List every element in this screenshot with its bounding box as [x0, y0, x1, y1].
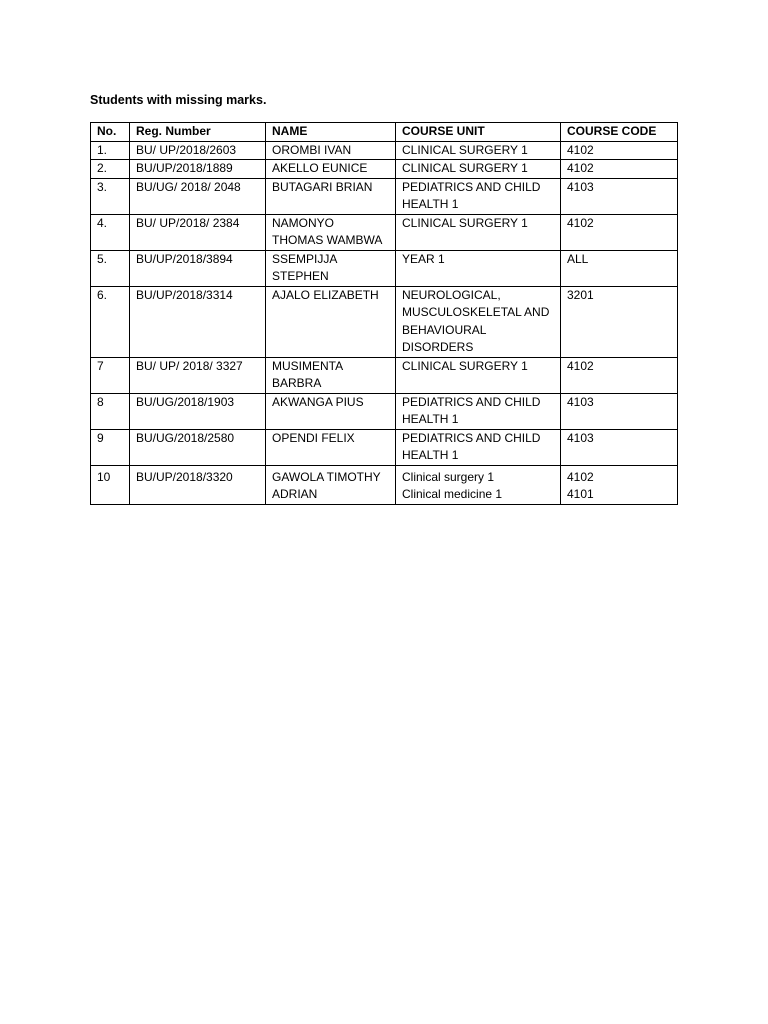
table-row [91, 214, 678, 250]
cell-course-code: ALL [561, 250, 678, 286]
cell-course-code: 4103 [561, 429, 678, 465]
table-row [91, 178, 678, 214]
cell-course-unit: PEDIATRICS AND CHILD HEALTH 1 [396, 393, 561, 429]
cell-course-code: 4102 [561, 160, 678, 179]
missing-marks-table [90, 122, 678, 505]
cell-name: GAWOLA TIMOTHY ADRIAN [266, 465, 396, 504]
cell-name: AKWANGA PIUS [266, 393, 396, 429]
cell-course-unit: CLINICAL SURGERY 1 [396, 141, 561, 160]
table-row [91, 286, 678, 357]
header-course-unit: COURSE UNIT [396, 123, 561, 142]
table-row [91, 465, 678, 504]
header-name: NAME [266, 123, 396, 142]
cell-name: OPENDI FELIX [266, 429, 396, 465]
cell-course-code: 4102 4101 [561, 465, 678, 504]
cell-reg-number: BU/UP/2018/3320 [130, 465, 266, 504]
cell-no: 6. [91, 286, 130, 357]
cell-reg-number: BU/UP/2018/3894 [130, 250, 266, 286]
cell-name: NAMONYO THOMAS WAMBWA [266, 214, 396, 250]
cell-name: BUTAGARI BRIAN [266, 178, 396, 214]
cell-course-unit: Clinical surgery 1 Clinical medicine 1 [396, 465, 561, 504]
cell-no: 1. [91, 141, 130, 160]
cell-name: AJALO ELIZABETH [266, 286, 396, 357]
cell-no: 10 [91, 465, 130, 504]
cell-course-code: 4102 [561, 214, 678, 250]
cell-no: 8 [91, 393, 130, 429]
header-reg-number: Reg. Number [130, 123, 266, 142]
cell-no: 5. [91, 250, 130, 286]
cell-no: 7 [91, 357, 130, 393]
cell-no: 9 [91, 429, 130, 465]
cell-course-code: 3201 [561, 286, 678, 357]
cell-name: MUSIMENTA BARBRA [266, 357, 396, 393]
cell-no: 2. [91, 160, 130, 179]
cell-course-unit: YEAR 1 [396, 250, 561, 286]
cell-course-code: 4102 [561, 357, 678, 393]
header-no: No. [91, 123, 130, 142]
table-row [91, 250, 678, 286]
cell-reg-number: BU/UG/2018/2580 [130, 429, 266, 465]
cell-reg-number: BU/UP/2018/1889 [130, 160, 266, 179]
cell-reg-number: BU/ UP/ 2018/ 3327 [130, 357, 266, 393]
cell-course-code: 4103 [561, 178, 678, 214]
header-course-code: COURSE CODE [561, 123, 678, 142]
cell-course-code: 4103 [561, 393, 678, 429]
cell-course-code: 4102 [561, 141, 678, 160]
table-row [91, 393, 678, 429]
cell-reg-number: BU/ UP/2018/ 2384 [130, 214, 266, 250]
cell-reg-number: BU/UG/2018/1903 [130, 393, 266, 429]
table-row [91, 429, 678, 465]
cell-reg-number: BU/UP/2018/3314 [130, 286, 266, 357]
document-title: Students with missing marks. [90, 93, 267, 107]
cell-course-unit: CLINICAL SURGERY 1 [396, 214, 561, 250]
cell-name: SSEMPIJJA STEPHEN [266, 250, 396, 286]
table-header-row [91, 123, 678, 142]
table-row [91, 357, 678, 393]
cell-name: OROMBI IVAN [266, 141, 396, 160]
cell-course-unit: PEDIATRICS AND CHILD HEALTH 1 [396, 429, 561, 465]
cell-reg-number: BU/UG/ 2018/ 2048 [130, 178, 266, 214]
cell-course-unit: CLINICAL SURGERY 1 [396, 160, 561, 179]
cell-course-unit: PEDIATRICS AND CHILD HEALTH 1 [396, 178, 561, 214]
table-row [91, 160, 678, 179]
cell-course-unit: CLINICAL SURGERY 1 [396, 357, 561, 393]
cell-name: AKELLO EUNICE [266, 160, 396, 179]
cell-reg-number: BU/ UP/2018/2603 [130, 141, 266, 160]
cell-no: 4. [91, 214, 130, 250]
cell-course-unit: NEUROLOGICAL, MUSCULOSKELETAL AND BEHAVIOURAL DISORDERS [396, 286, 561, 357]
cell-no: 3. [91, 178, 130, 214]
table-row [91, 141, 678, 160]
